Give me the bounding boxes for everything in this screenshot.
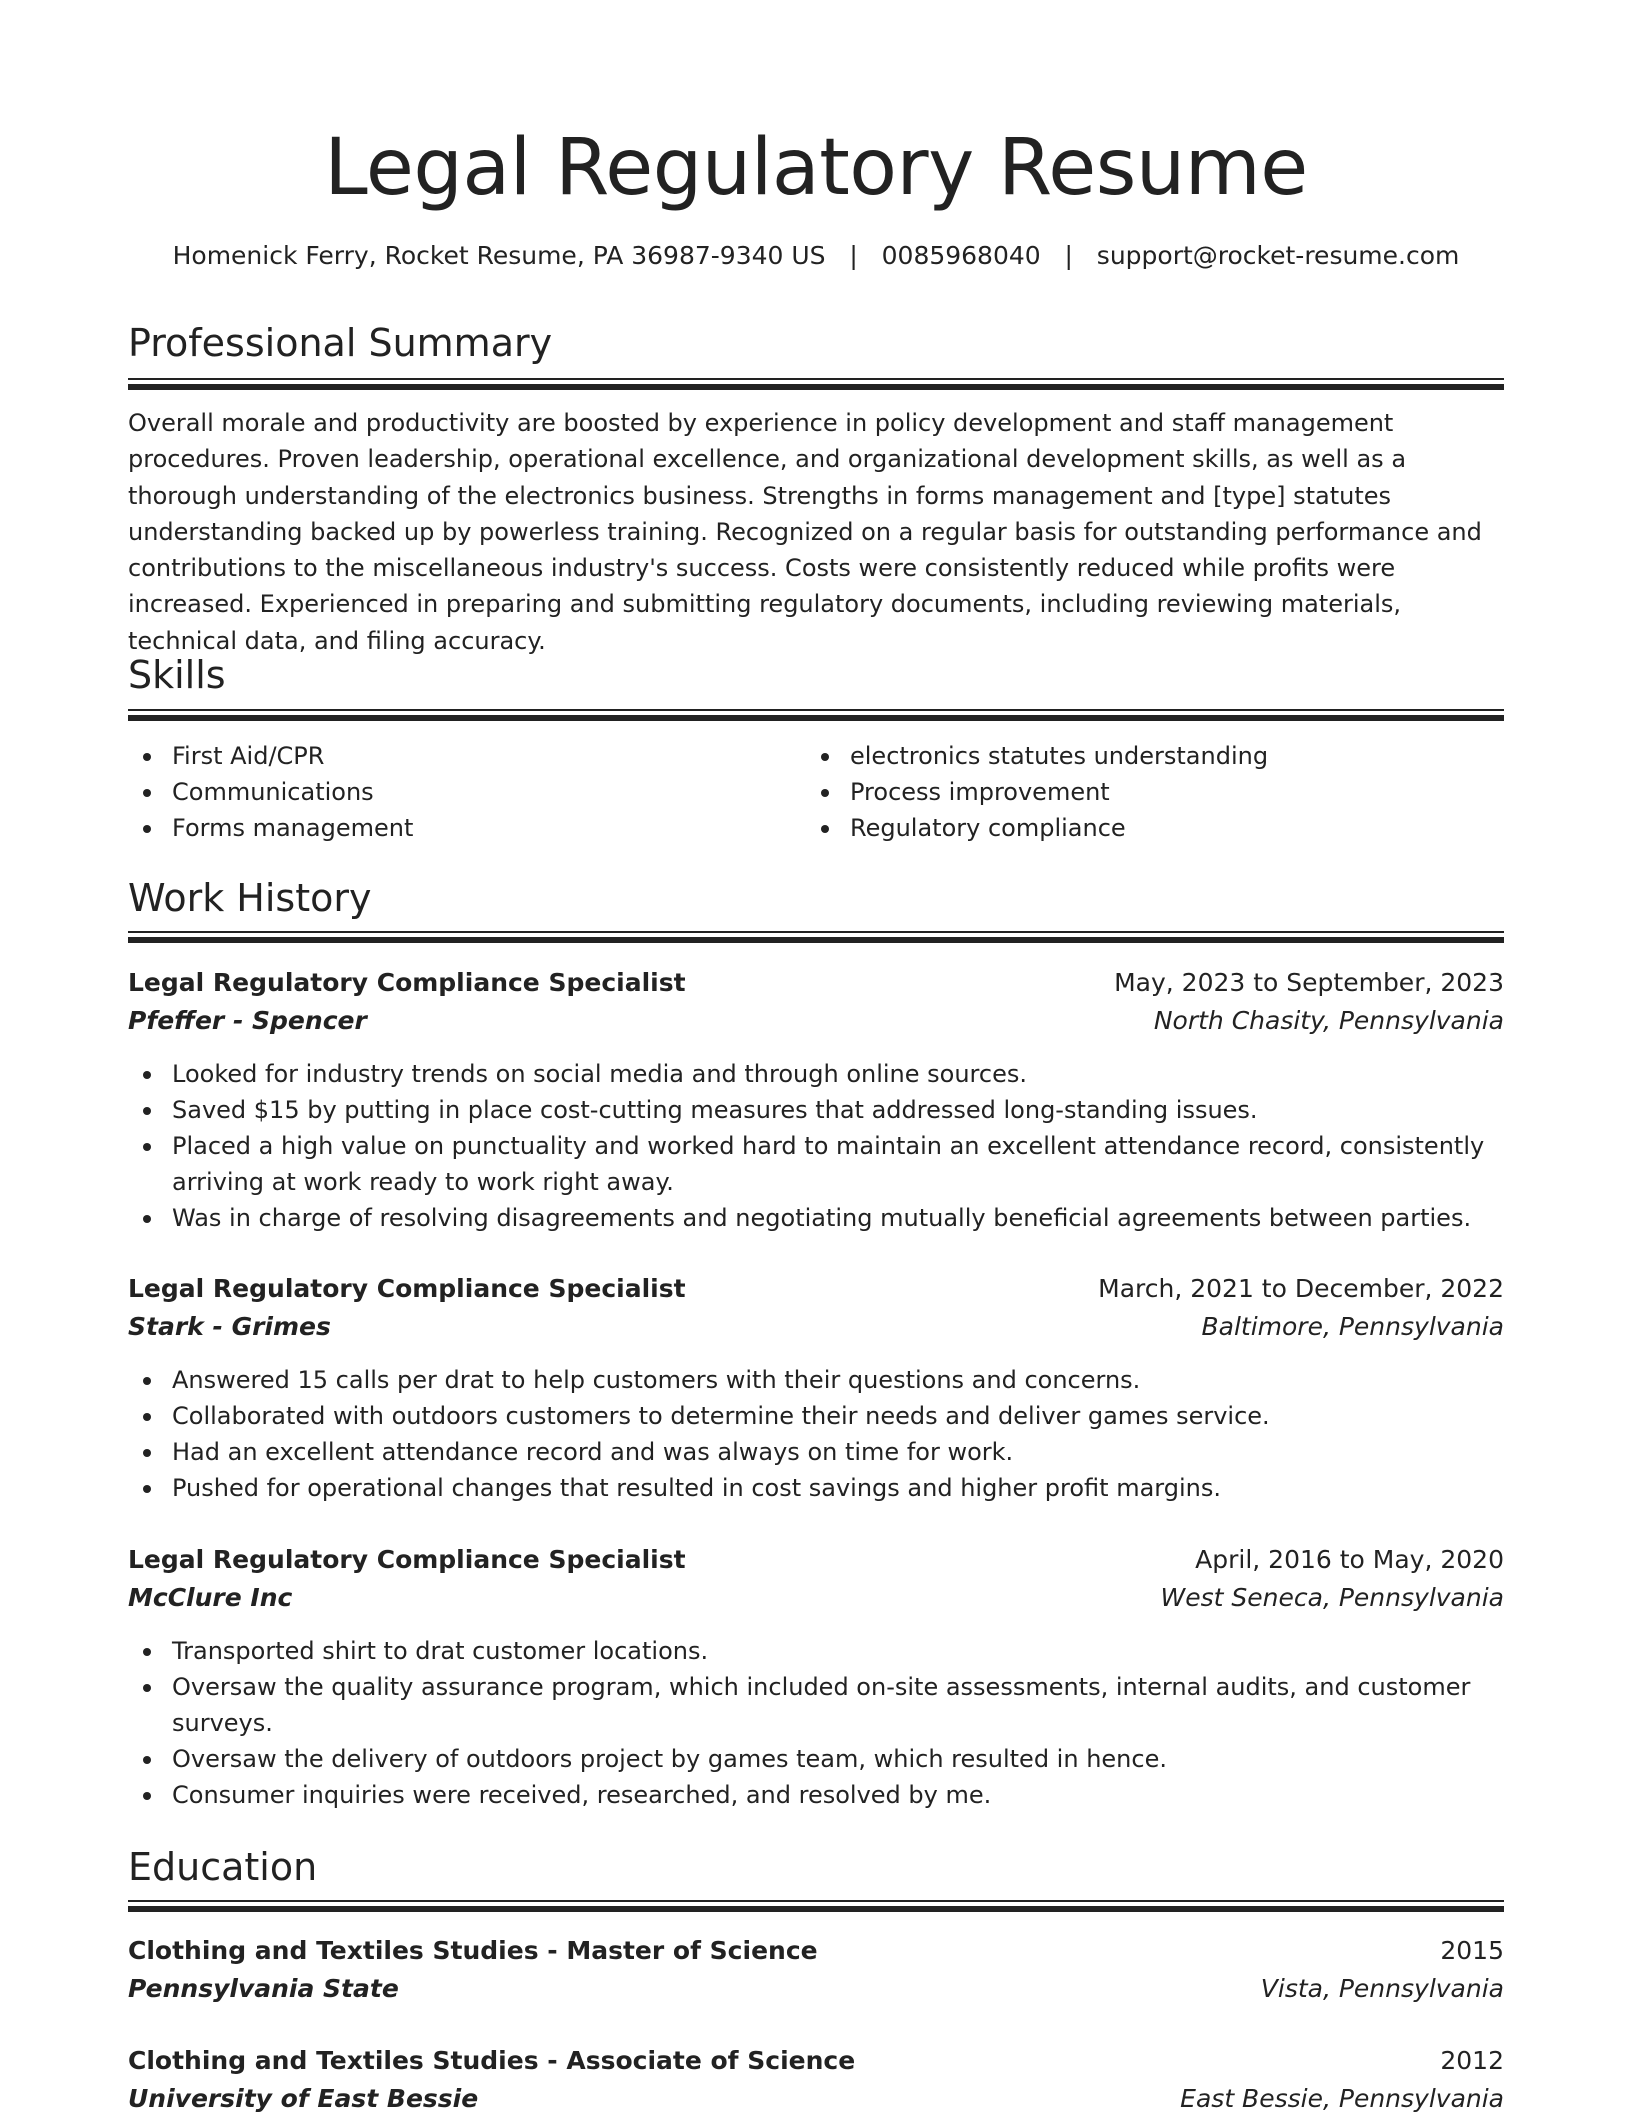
job-bullet: Transported shirt to drat customer locations. xyxy=(128,1633,1504,1669)
job-bullet: Answered 15 calls per drat to help customers with their questions and concerns. xyxy=(128,1362,1504,1398)
section-title-skills: Skills xyxy=(128,653,226,697)
skill-item: Communications xyxy=(128,774,788,810)
education-entry xyxy=(128,2042,1504,2112)
job-bullets xyxy=(128,1362,1504,1506)
job-title: Legal Regulatory Compliance Specialist xyxy=(128,1274,686,1303)
job-location: Baltimore, Pennsylvania xyxy=(1201,1312,1504,1341)
contact-line: Homenick Ferry, Rocket Resume, PA 36987-9340 US | 0085968040 | support@rocket-resume.com xyxy=(172,241,1460,270)
section-divider xyxy=(128,931,1504,945)
job-bullet: Saved $15 by putting in place cost-cutting measures that addressed long-standing issues. xyxy=(128,1092,1504,1128)
job-bullet: Placed a high value on punctuality and worked hard to maintain an excellent attendance record, consistently arriving at work ready to work right away. xyxy=(128,1128,1504,1200)
job-bullet: Consumer inquiries were received, researched, and resolved by me. xyxy=(128,1777,1504,1813)
skill-item: Forms management xyxy=(128,810,788,846)
education-school: Pennsylvania State xyxy=(128,1974,399,2003)
job-location: West Seneca, Pennsylvania xyxy=(1160,1583,1504,1612)
skills-column-right xyxy=(806,738,1466,846)
job-bullets xyxy=(128,1056,1504,1236)
education-location: Vista, Pennsylvania xyxy=(1260,1974,1504,2003)
skill-item: First Aid/CPR xyxy=(128,738,788,774)
education-degree: Clothing and Textiles Studies - Associate of Science xyxy=(128,2046,856,2075)
job-bullet: Had an excellent attendance record and was always on time for work. xyxy=(128,1434,1504,1470)
section-title-education: Education xyxy=(128,1845,318,1889)
job-bullet: Oversaw the delivery of outdoors project by games team, which resulted in hence. xyxy=(128,1741,1504,1777)
summary-text: Overall morale and productivity are boosted by experience in policy development and staff management procedures. Proven leadership, operational excellence, and organizational development skills, as well as a thorough understanding of the electronics business. Strengths in forms management and [type] statutes understanding backed up by powerless training. Recognized on a regular basis for outstanding performance and contributions to the miscellaneous industry's success. Costs were consistently reduced while profits were increased. Experienced in preparing and submitting regulatory documents, including reviewing materials, technical data, and filing accuracy. xyxy=(128,409,1482,655)
job-location: North Chasity, Pennsylvania xyxy=(1153,1006,1504,1035)
job-bullet: Oversaw the quality assurance program, which included on-site assessments, internal audits, and customer surveys. xyxy=(128,1669,1504,1741)
job-dates: March, 2021 to December, 2022 xyxy=(1098,1274,1504,1303)
job-entry xyxy=(128,1541,1504,1813)
skills-column-left xyxy=(128,738,788,846)
job-company: Pfeffer - Spencer xyxy=(128,1006,367,1035)
section-divider xyxy=(128,378,1504,392)
education-entry xyxy=(128,1932,1504,2008)
skill-item: Regulatory compliance xyxy=(806,810,1466,846)
education-degree: Clothing and Textiles Studies - Master of Science xyxy=(128,1936,818,1965)
section-title-work: Work History xyxy=(128,876,372,920)
resume-title: Legal Regulatory Resume xyxy=(324,123,1308,213)
job-title: Legal Regulatory Compliance Specialist xyxy=(128,968,686,997)
job-bullets xyxy=(128,1633,1504,1813)
job-bullet: Pushed for operational changes that resulted in cost savings and higher profit margins. xyxy=(128,1470,1504,1506)
job-dates: May, 2023 to September, 2023 xyxy=(1114,968,1504,997)
section-title-summary: Professional Summary xyxy=(128,321,553,365)
job-dates: April, 2016 to May, 2020 xyxy=(1195,1545,1504,1574)
education-year: 2012 xyxy=(1440,2046,1504,2075)
section-divider xyxy=(128,709,1504,723)
education-location: East Bessie, Pennsylvania xyxy=(1180,2084,1504,2112)
job-entry xyxy=(128,964,1504,1236)
job-company: McClure Inc xyxy=(128,1583,293,1612)
skill-item: electronics statutes understanding xyxy=(806,738,1466,774)
job-bullet: Collaborated with outdoors customers to determine their needs and deliver games service. xyxy=(128,1398,1504,1434)
job-title: Legal Regulatory Compliance Specialist xyxy=(128,1545,686,1574)
resume-page xyxy=(128,0,1504,2112)
section-divider xyxy=(128,1900,1504,1914)
skill-item: Process improvement xyxy=(806,774,1466,810)
job-bullet: Looked for industry trends on social media and through online sources. xyxy=(128,1056,1504,1092)
job-entry xyxy=(128,1270,1504,1506)
education-year: 2015 xyxy=(1440,1936,1504,1965)
job-company: Stark - Grimes xyxy=(128,1312,331,1341)
education-school: University of East Bessie xyxy=(128,2084,479,2112)
job-bullet: Was in charge of resolving disagreements and negotiating mutually beneficial agreements between parties. xyxy=(128,1200,1504,1236)
